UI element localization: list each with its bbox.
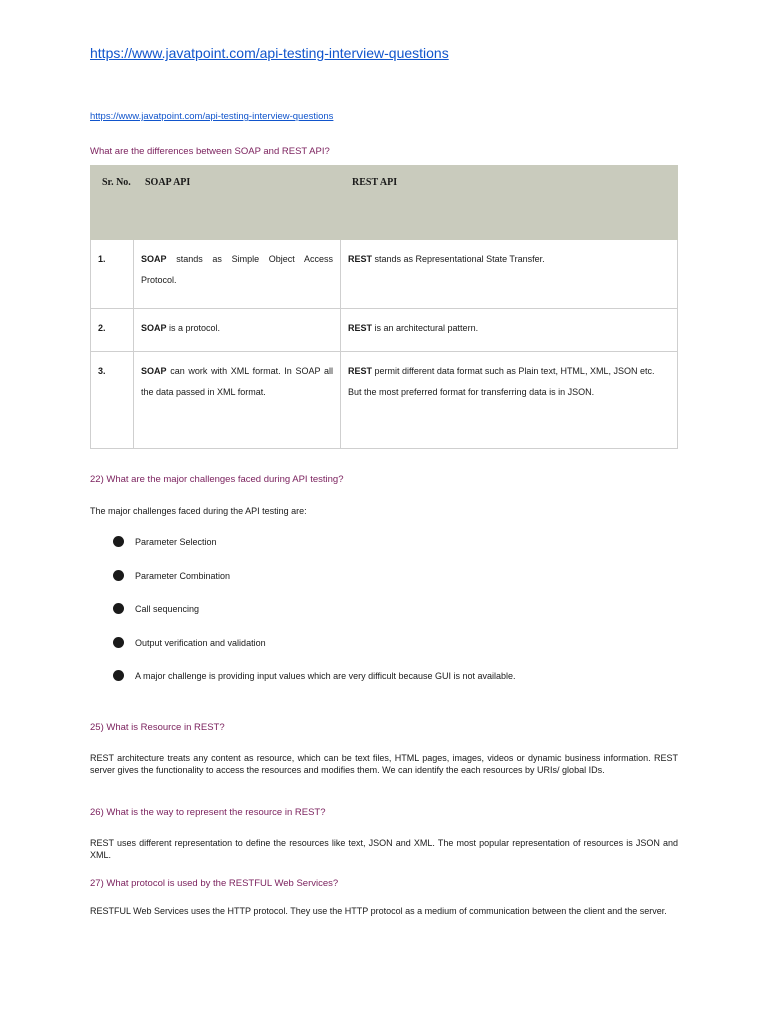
list-item-text: A major challenge is providing input values which are very difficult because GUI is not available. xyxy=(135,671,516,682)
rest-text: stands as Representational State Transfer. xyxy=(372,254,545,264)
list-item-text: Parameter Combination xyxy=(135,570,231,581)
javatpoint-link-small[interactable]: https://www.javatpoint.com/api-testing-interview-questions xyxy=(90,111,334,122)
cell-sr: 3. xyxy=(91,352,134,449)
cell-soap xyxy=(134,309,341,352)
paragraph-22: The major challenges faced during the API testing are: xyxy=(90,506,307,516)
soap-bold: SOAP xyxy=(141,366,167,376)
header-sr-no: Sr. No. xyxy=(91,166,134,240)
bullet-icon xyxy=(113,536,124,547)
paragraph-25: REST architecture treats any content as resource, which can be text files, HTML pages, images, videos or dynamic business information. REST server gives the functionality to access the resources and modifies them. We can identify the each resources by URIs/ global IDs. xyxy=(90,753,678,775)
challenges-list xyxy=(113,535,516,703)
paragraph-26: REST uses different representation to define the resources like text, JSON and XML. The most popular representation of resources is JSON and XML. xyxy=(90,838,678,860)
list-item xyxy=(113,669,516,703)
soap-bold: SOAP xyxy=(141,254,167,264)
list-item xyxy=(113,535,516,569)
table-row xyxy=(91,240,678,309)
cell-rest xyxy=(341,352,678,449)
rest-text: is an architectural pattern. xyxy=(372,323,479,333)
list-item-text: Call sequencing xyxy=(135,604,200,615)
list-item xyxy=(113,636,516,670)
soap-rest-comparison-table xyxy=(90,165,678,449)
paragraph-27: RESTFUL Web Services uses the HTTP protocol. They use the HTTP protocol as a medium of communication between the client and the server. xyxy=(90,906,667,916)
rest-text: permit different data format such as Plain text, HTML, XML, JSON etc. But the most preferred format for transferring data is in JSON. xyxy=(348,366,655,397)
bullet-icon xyxy=(113,670,124,681)
cell-soap xyxy=(134,240,341,309)
header-rest-api: REST API xyxy=(341,166,678,240)
question-22: 22) What are the major challenges faced during API testing? xyxy=(90,474,344,485)
list-item-text: Parameter Selection xyxy=(135,537,217,547)
rest-bold: REST xyxy=(348,254,373,264)
list-item xyxy=(113,602,516,636)
question-soap-vs-rest: What are the differences between SOAP and REST API? xyxy=(90,146,330,157)
list-item-text: Output verification and validation xyxy=(135,637,266,648)
question-27: 27) What protocol is used by the RESTFUL Web Services? xyxy=(90,878,339,889)
table-row xyxy=(91,352,678,449)
soap-bold: SOAP xyxy=(141,323,167,333)
rest-bold: REST xyxy=(348,323,373,333)
javatpoint-link-large[interactable]: https://www.javatpoint.com/api-testing-interview-questions xyxy=(90,45,449,61)
cell-rest xyxy=(341,240,678,309)
soap-text: can work with XML format. In SOAP all the data passed in XML format. xyxy=(141,366,333,397)
soap-text: stands as Simple Object Access Protocol. xyxy=(141,254,333,285)
rest-bold: REST xyxy=(348,366,373,376)
bullet-icon xyxy=(113,570,124,581)
question-26: 26) What is the way to represent the resource in REST? xyxy=(90,807,326,818)
bullet-icon xyxy=(113,603,124,614)
bullet-icon xyxy=(113,637,124,648)
table-header-row xyxy=(91,166,678,240)
cell-sr: 2. xyxy=(91,309,134,352)
cell-sr: 1. xyxy=(91,240,134,309)
list-item xyxy=(113,569,516,603)
cell-soap xyxy=(134,352,341,449)
soap-text: is a protocol. xyxy=(166,323,221,333)
question-25: 25) What is Resource in REST? xyxy=(90,722,225,733)
cell-rest xyxy=(341,309,678,352)
table-row xyxy=(91,309,678,352)
header-soap-api: SOAP API xyxy=(134,166,341,240)
